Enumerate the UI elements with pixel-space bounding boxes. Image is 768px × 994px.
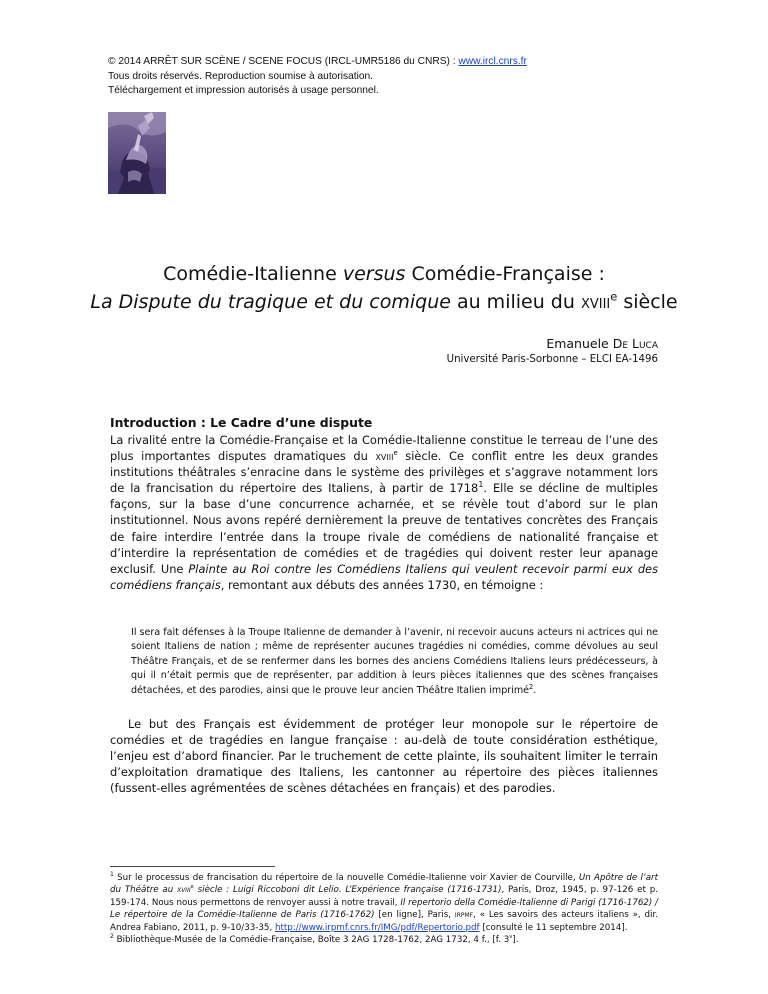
author-name: Emanuele De Luca [546,336,658,351]
header-line-2: Tous droits réservés. Reproduction soumise à autorisation. [108,70,374,82]
footnote-ref-1[interactable]: 1 [478,480,484,490]
block-quote: Il sera fait défenses à la Troupe Italienne de demander à l’avenir, ni recevoir aucuns acteurs ni actrices qui ne soient Italiens de nation ; même de représenter aucunes tragédies ni comédies, comme dévolues au seul Théâtre Français, et de se renfermer dans les bornes des anciens Comédiens Italiens leurs prédécesseurs, à qui il n’était permis que de représenter, par addition à leurs pièces italiennes que des scènes françaises détachées, et des parodies, ainsi que le prouve leur ancien Théâtre Italien imprimé$^2$. [131,627,658,696]
repertorio-pdf-link[interactable]: http://www.irpmf.cnrs.fr/IMG/pdf/Repertorio.pdf [274,922,480,933]
footnote-divider [110,866,275,867]
engraving-illustration [108,112,166,194]
copyright-header [108,55,668,99]
footnote-2: $^2$ Bibliothèque-Musée de la Comédie-Française, Boîte 3 2AG 1728-1762, 2AG 1732, 4 f., [f. 3$^v$]. [110,933,519,946]
paragraph-1: La rivalité entre la Comédie-Française et la Comédie-Italienne constitue le terreau de l’une des plus importantes disputes dramatiques du xviii$^e$ siècle. Ce conflit entre les deux grandes institutions théâtrales s’enracine dans le système des privilèges et s’aggrave notamment lors de la francisation du répertoire des Italiens, à partir de 1718$^1$. Elle se décline de multiples façons, sur la base d’une concurrence acharnée, et se révèle tout d’abord sur le plan institutionnel. Nous avons repéré dernièrement la preuve de tentatives concrètes des Français de faire interdire l’entrée dans la troupe rivale de comédiens de nationalité française et d’interdire la représentation de comédies et de tragédies qui doivent rester leur apanage exclusif. Une Plainte au Roi contre les Comédiens Italiens qui veulent recevoir parmi eux des comédiens français, remontant aux débuts des années 1730, en témoigne : [110,433,659,592]
journal-logo-image [108,112,166,194]
header-line-3: Téléchargement et impression autorisés à usage personnel. [108,85,379,96]
section-heading: Introduction : Le Cadre d’une dispute [110,415,373,430]
paragraph-2: Le but des Français est évidemment de protéger leur monopole sur le répertoire de comédies et de tragédies en langue française : au-delà de toute considération esthétique, l’enjeu est d’abord financier. Par le truchement de cette plainte, ils souhaitent limiter le terrain d’exploitation dramatique des Italiens, les cantonner au répertoire des pièces italiennes (fussent-elles agrémentées de scènes détachées en français) et des parodies. [110,717,658,796]
footnote-ref-2[interactable]: 2 [529,682,534,691]
title-line-1: Comédie-Italienne versus Comédie-Française : [163,263,605,285]
author-affiliation: Université Paris-Sorbonne – ELCI EA-1496 [446,354,658,365]
article-title [80,260,688,316]
title-line-2: La Dispute du tragique et du comique au milieu du xviii$^e$ siècle [90,289,678,313]
footnotes [110,872,658,946]
footnote-1: $^1$ Sur le processus de francisation du répertoire de la nouvelle Comédie-Italienne voir Xavier de Courville, Un Apôtre de l’art du Théâtre au xviii$^e$ siècle : Luigi Riccoboni dit Lelio. L’Expérience française (1716-1731), Paris, Droz, 1945, p. 97-126 et p. 159-174. Nous nous permettons de renvoyer aussi à notre travail, Il repertorio della Comédie-Italienne di Parigi (1716-1762) / Le répertoire de la Comédie-Italienne de Paris (1716-1762) [en ligne], Paris, irpmf, « Les savoirs des acteurs italiens », dir. Andrea Fabiano, 2011, p. 9-10/33-35, http://www.irpmf.cnrs.fr/IMG/pdf/Repertorio.pdf [consulté le 11 septembre 2014]. [110,871,658,933]
header-line-1 [108,55,668,70]
ircl-link[interactable]: www.ircl.cnrs.fr [458,56,527,67]
copyright-text: © 2014 ARRÊT SUR SCÈNE / SCENE FOCUS (IRCL-UMR5186 du CNRS) : [108,56,459,67]
